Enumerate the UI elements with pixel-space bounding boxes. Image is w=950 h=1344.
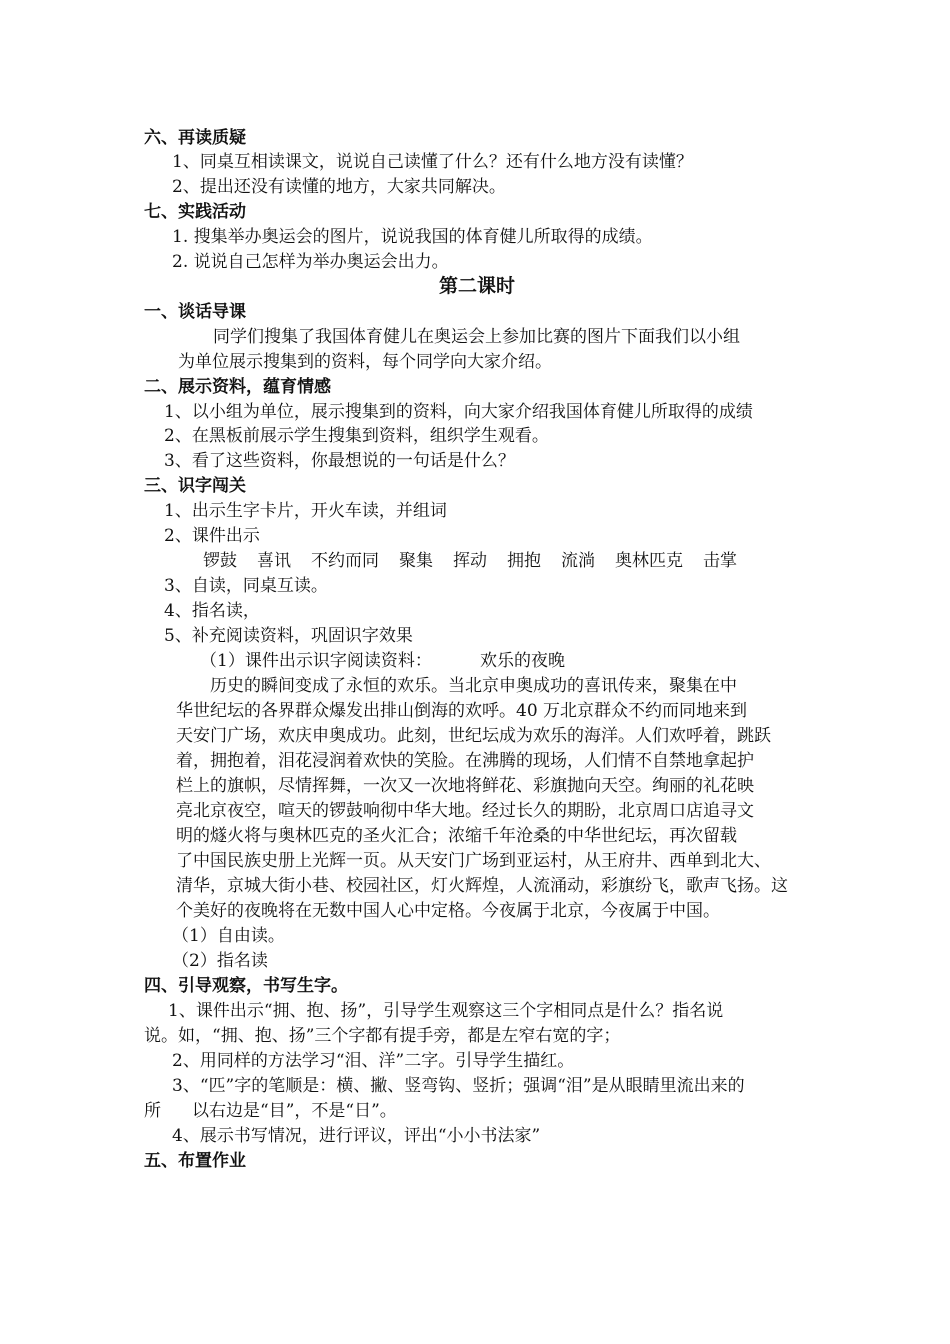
list-item: 2、提出还没有读懂的地方，大家共同解决。 [172, 177, 506, 197]
list-item: 1. 搜集举办奥运会的图片，说说我国的体育健儿所取得的成绩。 [172, 227, 653, 247]
list-item-continued: 说。如，“拥、抱、扬”三个字都有提手旁，都是左窄右宽的字； [144, 1026, 621, 1046]
list-item: 3、自读，同桌互读。 [164, 576, 328, 596]
list-item: 5、补充阅读资料，巩固识字效果 [164, 626, 413, 646]
lesson-title: 第二课时 [439, 275, 516, 297]
section-heading-2: 二、展示资料，蕴育情感 [144, 377, 331, 397]
vocab-word: 奥林匹克 [615, 551, 683, 571]
vocab-word: 击掌 [703, 551, 737, 571]
vocabulary-list [203, 549, 757, 573]
vocab-word: 挥动 [453, 551, 487, 571]
section-heading-5: 五、布置作业 [144, 1151, 246, 1171]
passage-line: 了中国民族史册上光辉一页。从天安门广场到亚运村，从王府井、西单到北大、 [176, 851, 771, 871]
vocab-word: 不约而同 [311, 551, 379, 571]
paragraph-line: 同学们搜集了我国体育健儿在奥运会上参加比赛的图片下面我们以小组 [213, 327, 740, 347]
list-item: 4、展示书写情况，进行评议，评出“小小书法家” [172, 1126, 541, 1146]
section-heading-3: 三、识字闯关 [144, 476, 246, 496]
list-item: 2、课件出示 [164, 526, 260, 546]
section-heading-7: 七、实践活动 [144, 202, 246, 222]
passage-line: 历史的瞬间变成了永恒的欢乐。当北京申奥成功的喜讯传来，聚集在中 [210, 676, 737, 696]
reading-title: 欢乐的夜晚 [480, 651, 565, 671]
passage-line: 着，拥抱着，泪花浸润着欢快的笑脸。在沸腾的现场，人们情不自禁地拿起护 [176, 751, 754, 771]
list-item-continued: 以右边是“目”，不是“日”。 [192, 1101, 397, 1121]
sub-item: （2）指名读 [172, 951, 268, 971]
vocab-word: 流淌 [561, 551, 595, 571]
reading-intro: （1）课件出示识字阅读资料： [200, 651, 432, 671]
passage-line: 清华，京城大街小巷、校园社区，灯火辉煌，人流涌动，彩旗纷飞，歌声飞扬。这 [176, 876, 788, 896]
passage-line: 明的燧火将与奥林匹克的圣火汇合；浓缩千年沧桑的中华世纪坛，再次留载 [176, 826, 737, 846]
vocab-word: 喜讯 [257, 551, 291, 571]
passage-line: 栏上的旗帜，尽情挥舞，一次又一次地将鲜花、彩旗抛向天空。绚丽的礼花映 [176, 776, 754, 796]
list-item-continued: 所 [144, 1101, 161, 1121]
passage-line: 个美好的夜晚将在无数中国人心中定格。今夜属于北京，今夜属于中国。 [176, 901, 720, 921]
list-item: 1、出示生字卡片，开火车读，并组词 [164, 501, 447, 521]
sub-item: （1）自由读。 [172, 926, 285, 946]
list-item: 2、在黑板前展示学生搜集到资料，组织学生观看。 [164, 426, 549, 446]
list-item: 4、指名读， [164, 601, 260, 621]
list-item: 2. 说说自己怎样为举办奥运会出力。 [172, 252, 449, 272]
list-item: 1、以小组为单位，展示搜集到的资料，向大家介绍我国体育健儿所取得的成绩 [164, 402, 753, 422]
section-heading-4: 四、引导观察，书写生字。 [144, 976, 348, 996]
vocab-word: 聚集 [399, 551, 433, 571]
passage-line: 华世纪坛的各界群众爆发出排山倒海的欢呼。40 万北京群众不约而同地来到 [176, 701, 748, 721]
section-heading-1: 一、谈话导课 [144, 302, 246, 322]
list-item: 3、“匹”字的笔顺是：横、撇、竖弯钩、竖折；强调“泪”是从眼睛里流出来的 [172, 1076, 745, 1096]
paragraph-line: 为单位展示搜集到的资料，每个同学向大家介绍。 [178, 352, 552, 372]
passage-line: 天安门广场，欢庆申奥成功。此刻，世纪坛成为欢乐的海洋。人们欢呼着，跳跃 [176, 726, 771, 746]
vocab-word: 锣鼓 [203, 551, 237, 571]
list-item: 1、课件出示“拥、抱、扬”，引导学生观察这三个字相同点是什么？指名说 [168, 1001, 724, 1021]
vocab-word: 拥抱 [507, 551, 541, 571]
section-heading-6: 六、再读质疑 [144, 128, 246, 148]
list-item: 2、用同样的方法学习“泪、洋”二字。引导学生描红。 [172, 1051, 575, 1071]
list-item: 1、同桌互相读课文，说说自己读懂了什么？还有什么地方没有读懂？ [172, 152, 693, 172]
list-item: 3、看了这些资料，你最想说的一句话是什么？ [164, 451, 515, 471]
passage-line: 亮北京夜空，喧天的锣鼓响彻中华大地。经过长久的期盼，北京周口店追寻文 [176, 801, 754, 821]
